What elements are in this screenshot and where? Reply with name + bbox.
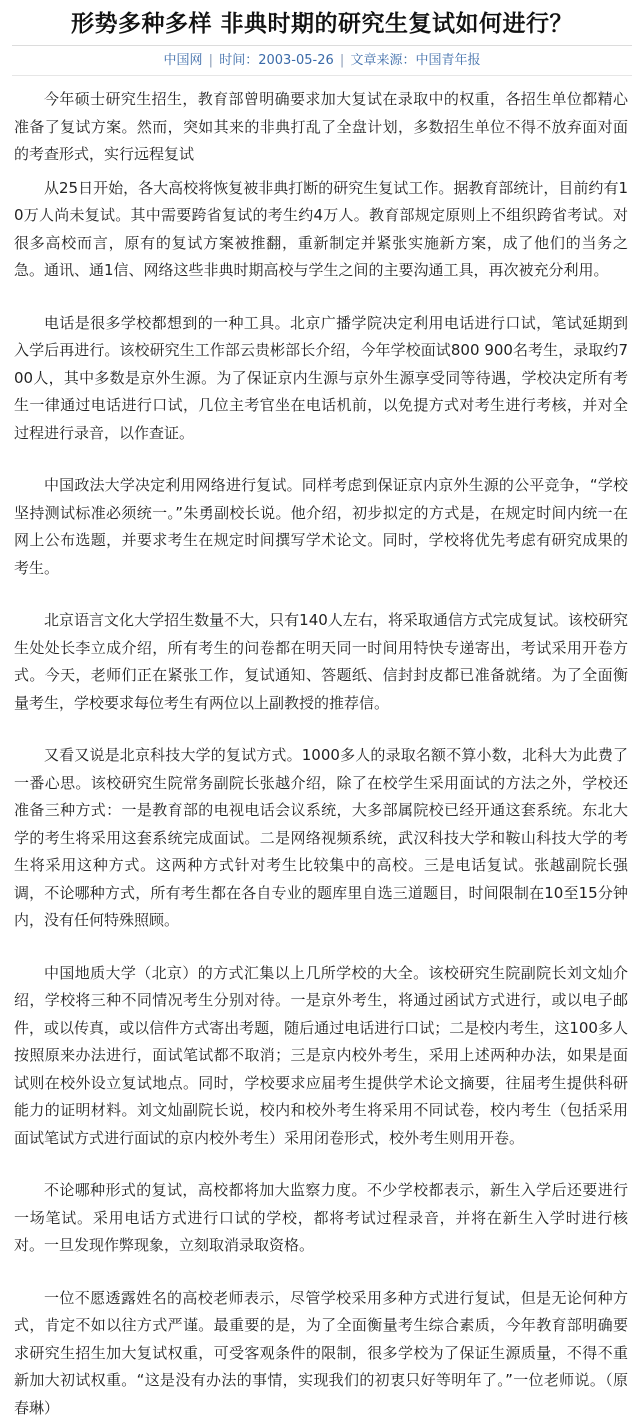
meta-separator: | [207,53,215,68]
meta-site[interactable]: 中国网 [164,53,203,68]
article-paragraph: 不论哪种形式的复试，高校都将加大监察力度。不少学校都表示，新生入学后还要进行一场笔试。采用电话方式进行口试的学校，都将考试过程录音，并将在新生入学时进行核对。一旦发现作弊现象，立刻取消录取资格。 [14,1177,628,1260]
article-title: 形势多种多样 非典时期的研究生复试如何进行？ [0,6,644,42]
article-paragraph: 电话是很多学校都想到的一种工具。北京广播学院决定利用电话进行口试，笔试延期到入学后再进行。该校研究生工作部云贵彬部长介绍，今年学校面试800 900名考生，录取约700人，其中多数是京外生源。为了保证京内生源与京外生源享受同等待遇，学校决定所有考生一律通过电话进行口试，几位主考官坐在电话机前，以免提方式对考生进行考核，并对全过程进行录音，以作查证。 [14,310,628,448]
meta-separator: | [338,53,346,68]
meta-date: 2003-05-26 [258,53,334,68]
article-meta [0,50,644,72]
article-paragraph: 今年硕士研究生招生，教育部曾明确要求加大复试在录取中的权重，各招生单位都精心准备了复试方案。然而，突如其来的非典打乱了全盘计划，多数招生单位不得不放弃面对面的考查形式，实行远程复试 [14,86,628,169]
article-paragraph: 中国政法大学决定利用网络进行复试。同样考虑到保证京内京外生源的公平竞争，“学校坚持测试标准必须统一。”朱勇副校长说。他介绍，初步拟定的方式是，在规定时间内统一在网上公布选题，并要求考生在规定时间撰写学术论文。同时，学校将优先考虑有研究成果的考生。 [14,472,628,582]
meta-divider [12,75,632,76]
article-paragraph: 从25日开始，各大高校将恢复被非典打断的研究生复试工作。据教育部统计，目前约有10万人尚未复试。其中需要跨省复试的考生约4万人。教育部规定原则上不组织跨省考试。对很多高校而言，原有的复试方案被推翻，重新制定并紧张实施新方案，成了他们的当务之急。通讯、通1信、网络这些非典时期高校与学生之间的主要沟通工具，再次被充分利用。 [14,175,628,285]
article-body [14,86,628,1422]
article-paragraph: 又看又说是北京科技大学的复试方式。1000多人的录取名额不算小数，北科大为此费了一番心思。该校研究生院常务副院长张越介绍，除了在校学生采用面试的方法之外，学校还准备三种方式：一是教育部的电视电话会议系统，大多部属院校已经开通这套系统。东北大学的考生将采用这套系统完成面试。二是网络视频系统，武汉科技大学和鞍山科技大学的考生将采用这种方式。这两种方式针对考生比较集中的高校。三是电话复试。张越副院长强调，不论哪种方式，所有考生都在各自专业的题库里自选三道题目，时间限制在10至15分钟内，没有任何特殊照顾。 [14,742,628,935]
meta-time-label: 时间： [219,53,258,68]
meta-source-label: 文章来源： [350,53,415,68]
title-divider [12,45,632,46]
article-paragraph: 北京语言文化大学招生数量不大，只有140人左右，将采取通信方式完成复试。该校研究生处处长李立成介绍，所有考生的问卷都在明天同一时间用特快专递寄出，考试采用开卷方式。今天，老师们正在紧张工作，复试通知、答题纸、信封封皮都已准备就绪。为了全面衡量考生，学校要求每位考生有两位以上副教授的推荐信。 [14,607,628,717]
article-paragraph: 中国地质大学（北京）的方式汇集以上几所学校的大全。该校研究生院副院长刘文灿介绍，学校将三种不同情况考生分别对待。一是京外考生，将通过函试方式进行，或以电子邮件，或以传真，或以信件方式寄出考题，随后通过电话进行口试；二是校内考生，这100多人按照原来办法进行，面试笔试都不取消；三是京内校外考生，采用上述两种办法，如果是面试则在校外设立复试地点。同时，学校要求应届考生提供学术论文摘要，往届考生提供科研能力的证明材料。刘文灿副院长说，校内和校外考生将采用不同试卷，校内考生（包括采用面试笔试方式进行面试的京内校外考生）采用闭卷形式，校外考生则用开卷。 [14,960,628,1153]
article-paragraph: 一位不愿透露姓名的高校老师表示，尽管学校采用多种方式进行复试，但是无论何种方式，肯定不如以往方式严谨。最重要的是，为了全面衡量考生综合素质，今年教育部明确要求研究生招生加大复试权重，可受客观条件的限制，很多学校为了保证生源质量，不得不重新加大初试权重。“这是没有办法的事情，实现我们的初衷只好等明年了。”一位老师说。（原春琳） [14,1285,628,1422]
meta-source: 中国青年报 [415,53,480,68]
